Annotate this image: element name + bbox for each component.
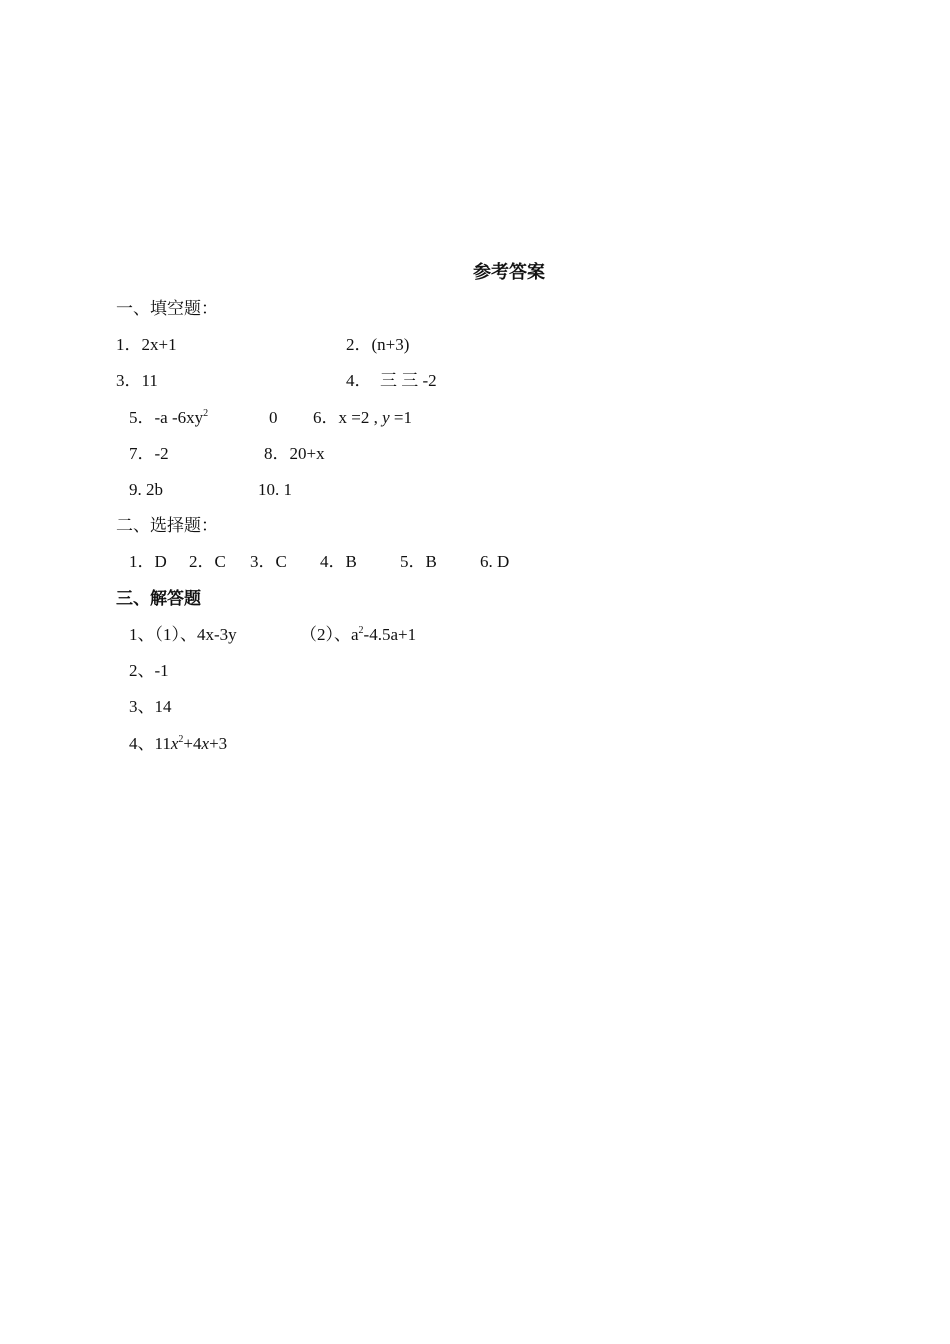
answer-solution-3: 3、14 bbox=[129, 697, 172, 716]
page-title: 参考答案 bbox=[473, 262, 545, 282]
answer-fill-5 bbox=[129, 408, 208, 428]
answer-fill-7: 7．-2 bbox=[129, 444, 169, 463]
answer-solution-2: 2、-1 bbox=[129, 661, 169, 680]
answer-fill-2: 2．(n+3) bbox=[346, 335, 410, 354]
section-heading-choice: 二、选择题： bbox=[116, 516, 218, 535]
answer-solution-4-var2: x bbox=[201, 734, 210, 753]
section-heading-fill-in: 一、填空题： bbox=[116, 299, 218, 318]
answer-fill-5-value: 0 bbox=[269, 408, 278, 427]
answer-solution-4-mid: +4 bbox=[183, 734, 202, 753]
answer-fill-6-text: 6．x =2 , bbox=[313, 408, 383, 427]
answer-choice-6: 6. D bbox=[480, 552, 510, 571]
answer-solution-1b-suffix: -4.5a+1 bbox=[363, 625, 417, 644]
answer-fill-3: 3．11 bbox=[116, 371, 158, 390]
answer-fill-8: 8．20+x bbox=[264, 444, 325, 463]
answer-fill-6 bbox=[313, 408, 412, 428]
answer-solution-4 bbox=[129, 734, 227, 754]
answer-solution-4-suffix: +3 bbox=[209, 734, 228, 753]
answer-solution-4-exponent: 2 bbox=[178, 734, 184, 745]
answer-solution-4-var1: x bbox=[170, 734, 179, 753]
answer-solution-1b-exponent: 2 bbox=[358, 625, 364, 636]
answer-fill-5-text: 5．-a -6xy bbox=[129, 408, 204, 427]
answer-fill-6-variable: y bbox=[382, 408, 390, 427]
answer-choice-3: 3．C bbox=[250, 552, 287, 571]
answer-fill-9: 9. 2b bbox=[129, 480, 163, 499]
answer-fill-10: 10. 1 bbox=[258, 480, 292, 499]
answer-fill-4: 4． 三 三 -2 bbox=[346, 371, 437, 390]
answer-solution-1b bbox=[300, 625, 416, 645]
answer-choice-4: 4．B bbox=[320, 552, 357, 571]
answer-fill-1: 1．2x+1 bbox=[116, 335, 177, 354]
answer-fill-6-value: =1 bbox=[389, 408, 412, 427]
answer-choice-1: 1．D bbox=[129, 552, 167, 571]
answer-choice-5: 5．B bbox=[400, 552, 437, 571]
answer-solution-4-prefix: 4、11 bbox=[129, 734, 171, 753]
answer-choice-2: 2．C bbox=[189, 552, 226, 571]
answer-solution-1a: 1、（1）、4x-3y bbox=[129, 625, 237, 644]
answer-fill-5-exponent: 2 bbox=[203, 408, 209, 419]
section-heading-solutions: 三、解答题 bbox=[116, 589, 201, 608]
answer-solution-1b-prefix: （2）、a bbox=[300, 625, 359, 644]
